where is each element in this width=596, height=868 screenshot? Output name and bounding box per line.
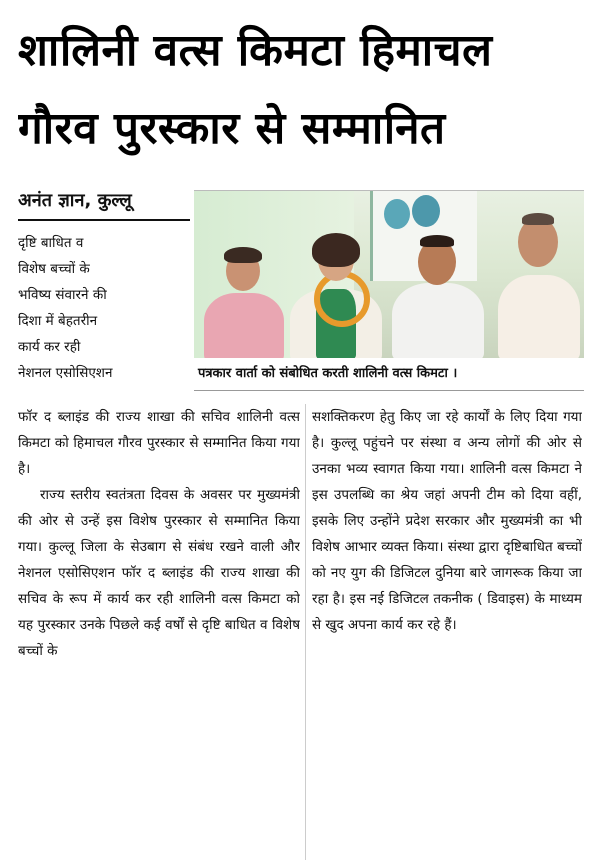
column-divider: [305, 404, 306, 860]
photo-person-4: [494, 199, 582, 359]
photo-person-3: [390, 217, 486, 359]
headline-line-2: गौरव पुरस्कार से सम्मानित: [18, 103, 446, 154]
narrow-line: कार्य कर रही: [18, 339, 81, 355]
headline-line-1: शालिनी वत्स किमटा हिमाचल: [18, 25, 493, 76]
article-paragraph: सशक्तिकरण हेतु किए जा रहे कार्यों के लिए दिया गया है। कुल्लू पहुंचने पर संस्था व अन्य लोगों की ओर से उनका भव्य स्वागत किया गया। शालिनी वत्स किमटा ने इस उपलब्धि का श्रेय जहां अपनी टीम को दिया वहीं, इसके लिए उन्होंने प्रदेश सरकार और मुख्यमंत्री का भी विशेष आभार व्यक्त किया। संस्था द्वारा दृष्टिबाधित बच्चों को नए युग की डिजिटल दुनिया बारे जागरूक किया जा रहा है। इस नई डिजिटल तकनीक ( डिवाइस) के माध्यम से खुद अपना कार्य कर रहे हैं।: [312, 409, 582, 633]
caption-rule: [194, 390, 584, 391]
narrow-line: दिशा में बेहतरीन: [18, 313, 98, 329]
article-left-column: [18, 404, 300, 862]
article-paragraph: फॉर द ब्लाइंड की राज्य शाखा की सचिव शालिनी वत्स किमटा को हिमाचल गौरव पुरस्कार से सम्मानित किया गया है।: [18, 409, 300, 477]
narrow-line: भविष्य संवारने की: [18, 287, 107, 303]
article-right-column: [312, 404, 582, 862]
byline-rule: [18, 219, 190, 221]
article-paragraph: राज्य स्तरीय स्वतंत्रता दिवस के अवसर पर मुख्यमंत्री की ओर से उन्हें इस विशेष पुरस्कार से सम्मानित किया गया। कुल्लू जिला के सेउबाग से संबंध रखने वाली और नेशनल एसोसिएशन फॉर द ब्लाइंड की राज्य शाखा की सचिव के रूप में कार्य कर रही शालिनी वत्स किमटा को यह पुरस्कार उनके पिछले कई वर्षों से दृष्टि बाधित व विशेष बच्चों के: [18, 487, 300, 659]
press-photo: [194, 190, 584, 359]
article-narrow-column: [18, 230, 188, 404]
photo-person-1: [200, 229, 288, 359]
narrow-line: विशेष बच्चों के: [18, 261, 90, 277]
photo-caption: पत्रकार वार्ता को संबोधित करती शालिनी वत्स किमटा ।: [198, 366, 458, 381]
byline: अनंत ज्ञान, कुल्लू: [18, 190, 132, 211]
narrow-line: दृष्टि बाधित व: [18, 235, 84, 251]
narrow-line: नेशनल एसोसिएशन: [18, 365, 113, 381]
photo-person-2: [286, 219, 386, 359]
